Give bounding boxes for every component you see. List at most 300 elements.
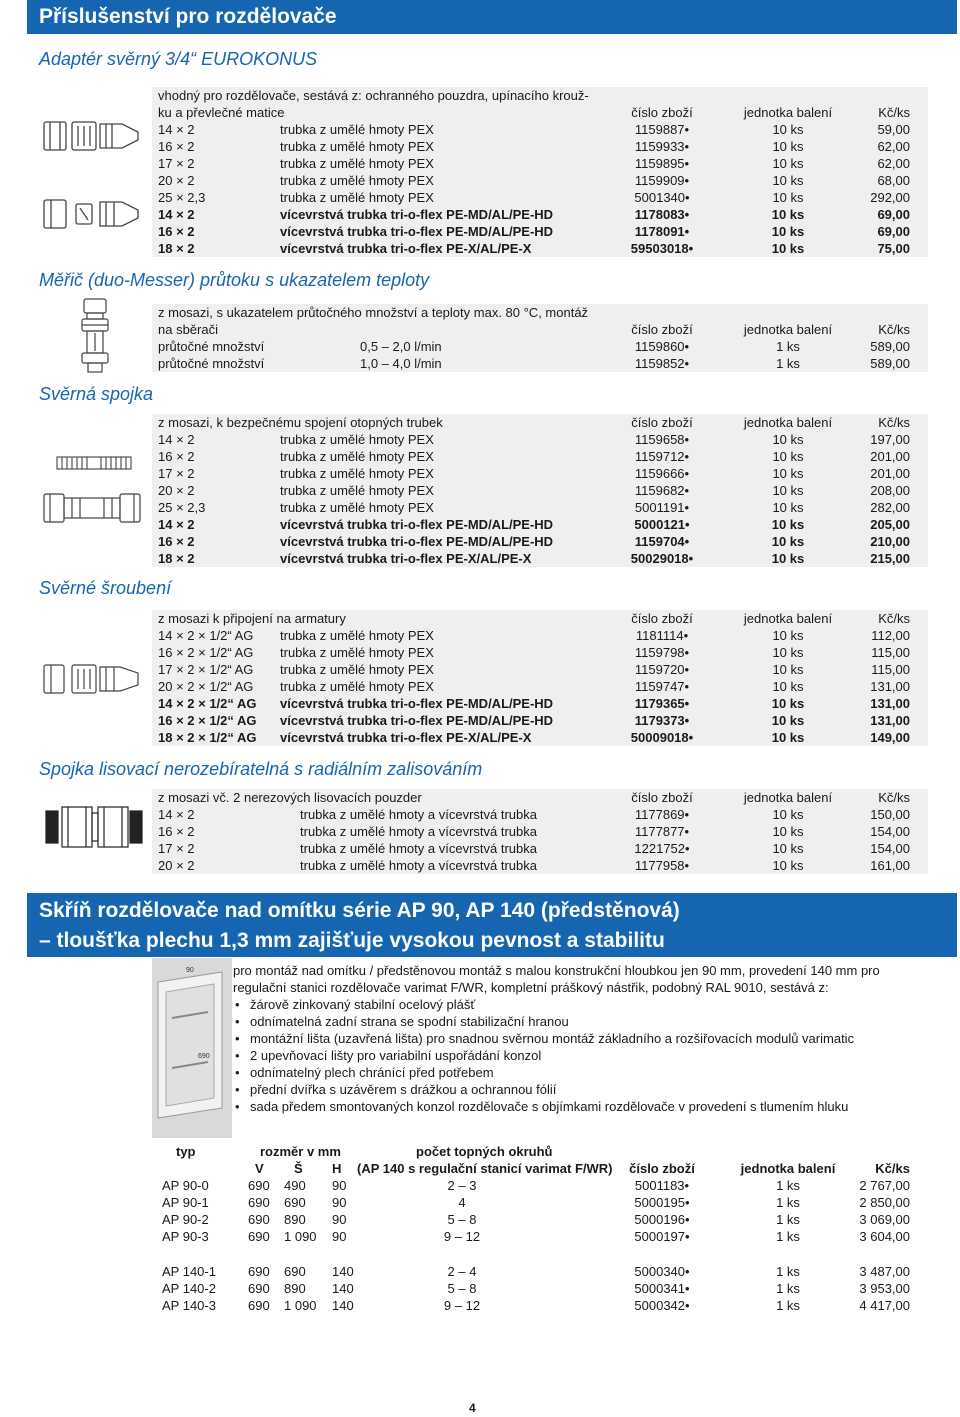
- price-cell: 115,00: [871, 662, 910, 677]
- description-cell: trubka z umělé hmoty a vícevrstvá trubka: [300, 807, 537, 822]
- feature-item: • přední dvířka s uzávěrem s drážkou a ochrannou fólií: [233, 1081, 933, 1098]
- type-cell: AP 90-2: [162, 1212, 209, 1227]
- coupling-straight-icon: [56, 454, 132, 472]
- price-cell: 59,00: [877, 122, 910, 137]
- dimension-cell: 18 × 2: [158, 241, 195, 256]
- dimension-cell: 20 × 2: [158, 173, 195, 188]
- description-cell: trubka z umělé hmoty PEX: [280, 173, 434, 188]
- product-number-cell: 1159720•: [634, 662, 690, 677]
- dimension-cell: 18 × 2 × 1/2“ AG: [158, 730, 257, 745]
- header-num: číslo zboží: [631, 322, 693, 337]
- meter-table: [152, 304, 928, 372]
- unit-cell: 10 ks: [771, 207, 805, 222]
- price-cell: 131,00: [870, 696, 910, 711]
- header-unit: jednotka balení: [740, 1161, 836, 1176]
- product-number-cell: 1221752•: [634, 841, 690, 856]
- table-row: [152, 806, 928, 823]
- depth-cell: 90: [332, 1229, 347, 1244]
- dimension-cell: 16 × 2: [158, 534, 195, 549]
- dimension-cell: 14 × 2: [158, 122, 195, 137]
- description-cell: vícevrstvá trubka tri-o-flex PE-X/AL/PE-X: [280, 241, 532, 256]
- description-cell: vícevrstvá trubka tri-o-flex PE-MD/AL/PE-HD: [280, 713, 554, 728]
- unit-cell: 10 ks: [772, 858, 804, 873]
- product-number-cell: 5000342•: [634, 1298, 690, 1313]
- table-row: [152, 1211, 928, 1228]
- table-row: [152, 206, 928, 223]
- table-row: [152, 644, 928, 661]
- description-cell: trubka z umělé hmoty a vícevrstvá trubka: [300, 858, 537, 873]
- table-row: [152, 1280, 928, 1297]
- header-circuits: počet topných okruhů: [416, 1144, 553, 1159]
- cabinet-features-list: [233, 996, 933, 1115]
- table-row: [152, 661, 928, 678]
- press-intro: z mosazi vč. 2 nerezových lisovacích pouzder: [158, 790, 422, 805]
- dimension-cell: 17 × 2: [158, 841, 195, 856]
- dimension-cell: 18 × 2: [158, 551, 195, 566]
- height-cell: 690: [248, 1178, 270, 1193]
- unit-cell: 10 ks: [772, 173, 804, 188]
- width-cell: 1 090: [284, 1229, 317, 1244]
- description-cell: vícevrstvá trubka tri-o-flex PE-X/AL/PE-X: [280, 551, 532, 566]
- product-number-cell: 59503018•: [630, 241, 694, 256]
- product-number-cell: 1179365•: [634, 696, 690, 711]
- dimension-cell: 20 × 2: [158, 858, 195, 873]
- meter-intro: z mosazi, s ukazatelem průtočného množství a teploty max. 80 °C, montáž: [158, 305, 589, 320]
- flow-meter-icon: [78, 297, 112, 375]
- unit-cell: 10 ks: [772, 662, 804, 677]
- unit-cell: 1 ks: [776, 339, 800, 354]
- description-cell: trubka z umělé hmoty a vícevrstvá trubka: [300, 824, 537, 839]
- coupling-icon: [42, 490, 142, 526]
- table-row: [152, 138, 928, 155]
- unit-cell: 1 ks: [776, 1212, 800, 1227]
- header-h: H: [332, 1161, 342, 1176]
- unit-cell: 10 ks: [771, 241, 805, 256]
- header-price: Kč/ks: [875, 1161, 910, 1176]
- product-number-cell: 50009018•: [630, 730, 694, 745]
- price-cell: 150,00: [870, 807, 910, 822]
- adapter-intro: vhodný pro rozdělovače, sestává z: ochranného pouzdra, upínacího krouž-: [158, 88, 589, 103]
- dimension-cell: průtočné množství: [158, 339, 265, 354]
- table-row: [152, 189, 928, 206]
- description-cell: vícevrstvá trubka tri-o-flex PE-MD/AL/PE-HD: [280, 207, 554, 222]
- header-typ: typ: [176, 1144, 196, 1159]
- dimension-cell: 14 × 2: [158, 207, 195, 222]
- section-title-meter: Měřič (duo-Messer) průtoku s ukazatelem teploty: [39, 270, 430, 290]
- table-row: [152, 712, 928, 729]
- unit-cell: 1 ks: [776, 1195, 800, 1210]
- table-row: [152, 223, 928, 240]
- dimension-cell: 16 × 2: [158, 224, 195, 239]
- header-unit: jednotka balení: [743, 105, 833, 120]
- price-cell: 62,00: [877, 139, 910, 154]
- table-row: [152, 678, 928, 695]
- price-cell: 131,00: [870, 679, 910, 694]
- unit-cell: 10 ks: [771, 696, 805, 711]
- height-cell: 690: [248, 1229, 270, 1244]
- table-row: [152, 1263, 928, 1280]
- price-cell: 75,00: [877, 241, 910, 256]
- header-num: číslo zboží: [629, 1161, 695, 1176]
- price-cell: 154,00: [870, 841, 910, 856]
- dimension-cell: 16 × 2: [158, 824, 195, 839]
- unit-cell: 10 ks: [772, 466, 804, 481]
- product-number-cell: 1177958•: [634, 858, 690, 873]
- description-cell: trubka z umělé hmoty PEX: [280, 449, 434, 464]
- adapter-multilayer-icon: [42, 196, 142, 232]
- width-cell: 690: [284, 1195, 306, 1210]
- adapter-icon: [42, 118, 142, 154]
- table-row: [152, 550, 928, 567]
- price-cell: 2 850,00: [859, 1195, 910, 1210]
- unit-cell: 10 ks: [771, 224, 805, 239]
- product-number-cell: 5000340•: [634, 1264, 690, 1279]
- description-cell: vícevrstvá trubka tri-o-flex PE-MD/AL/PE-HD: [280, 517, 554, 532]
- description-cell: trubka z umělé hmoty PEX: [280, 679, 434, 694]
- product-number-cell: 1159666•: [634, 466, 690, 481]
- unit-cell: 10 ks: [771, 517, 805, 532]
- product-number-cell: 1178083•: [634, 207, 690, 222]
- circuits-cell: 9 – 12: [443, 1298, 481, 1313]
- product-number-cell: 1159852•: [634, 356, 690, 371]
- type-cell: AP 90-3: [162, 1229, 209, 1244]
- product-number-cell: 5000121•: [634, 517, 690, 532]
- table-row: [152, 729, 928, 746]
- unit-cell: 10 ks: [772, 449, 804, 464]
- description-cell: trubka z umělé hmoty PEX: [280, 190, 434, 205]
- product-number-cell: 1159658•: [634, 432, 690, 447]
- price-cell: 3 953,00: [859, 1281, 910, 1296]
- circuits-cell: 5 – 8: [447, 1281, 477, 1296]
- product-number-cell: 5000196•: [634, 1212, 690, 1227]
- table-row: [152, 1297, 928, 1314]
- depth-cell: 140: [332, 1298, 354, 1313]
- unit-cell: 1 ks: [776, 1178, 800, 1193]
- header-s: Š: [294, 1161, 303, 1176]
- dimension-cell: 20 × 2: [158, 483, 195, 498]
- table-row: [152, 857, 928, 874]
- unit-cell: 1 ks: [776, 356, 800, 371]
- type-cell: AP 90-1: [162, 1195, 209, 1210]
- price-cell: 161,00: [870, 858, 910, 873]
- product-number-cell: 1159887•: [634, 122, 690, 137]
- price-cell: 589,00: [870, 356, 910, 371]
- depth-cell: 90: [332, 1195, 347, 1210]
- description-cell: trubka z umělé hmoty PEX: [280, 628, 434, 643]
- description-cell: trubka z umělé hmoty PEX: [280, 156, 434, 171]
- product-number-cell: 1181114•: [635, 628, 689, 643]
- description-cell: trubka z umělé hmoty PEX: [280, 662, 434, 677]
- header-price: Kč/ks: [878, 105, 910, 120]
- unit-cell: 10 ks: [772, 679, 804, 694]
- description-cell: vícevrstvá trubka tri-o-flex PE-MD/AL/PE-HD: [280, 696, 554, 711]
- dimension-cell: 16 × 2 × 1/2“ AG: [158, 645, 254, 660]
- cabinet-banner-title: Skříň rozdělovače nad omítku série AP 90, AP 140 (předstěnová): [39, 899, 680, 922]
- dimension-cell: 25 × 2,3: [158, 500, 206, 515]
- section-title-adapter: Adaptér svěrný 3/4“ EUROKONUS: [39, 49, 318, 69]
- screw-table: [152, 610, 928, 746]
- section-title-press: Spojka lisovací nerozebíratelná s radiálním zalisováním: [39, 759, 483, 779]
- product-number-cell: 1159895•: [634, 156, 690, 171]
- description-cell: trubka z umělé hmoty PEX: [280, 645, 434, 660]
- unit-cell: 10 ks: [772, 190, 804, 205]
- price-cell: 3 487,00: [859, 1264, 910, 1279]
- page-banner: [27, 0, 957, 34]
- table-row: [152, 516, 928, 533]
- press-table: [152, 789, 928, 874]
- unit-cell: 10 ks: [772, 824, 804, 839]
- price-cell: 115,00: [871, 645, 910, 660]
- dimension-cell: 16 × 2: [158, 139, 195, 154]
- cabinet-banner-subtitle: – tloušťka plechu 1,3 mm zajišťuje vysokou pevnost a stabilitu: [39, 929, 665, 952]
- type-cell: AP 140-3: [162, 1298, 216, 1313]
- header-price: Kč/ks: [878, 322, 910, 337]
- unit-cell: 10 ks: [771, 534, 805, 549]
- header-size: rozměr v mm: [260, 1144, 341, 1159]
- height-cell: 690: [248, 1281, 270, 1296]
- product-number-cell: 1159909•: [634, 173, 690, 188]
- unit-cell: 10 ks: [772, 483, 804, 498]
- description-cell: trubka z umělé hmoty PEX: [280, 500, 434, 515]
- header-v: V: [255, 1161, 264, 1176]
- depth-cell: 90: [332, 1178, 347, 1193]
- cabinet-table: [152, 1143, 928, 1314]
- description-cell: vícevrstvá trubka tri-o-flex PE-MD/AL/PE-HD: [280, 534, 554, 549]
- dimension-cell: 14 × 2: [158, 807, 195, 822]
- dimension-cell: 14 × 2: [158, 432, 195, 447]
- width-cell: 1 090: [284, 1298, 317, 1313]
- screw-intro: z mosazi k připojení na armatury: [158, 611, 346, 626]
- description-cell: 0,5 – 2,0 l/min: [360, 339, 442, 354]
- meter-intro-2: na sběrači: [158, 322, 218, 337]
- product-number-cell: 1159798•: [634, 645, 690, 660]
- header-unit: jednotka balení: [743, 322, 833, 337]
- dimension-cell: 20 × 2 × 1/2“ AG: [158, 679, 254, 694]
- price-cell: 2 767,00: [859, 1178, 910, 1193]
- dimension-cell: 17 × 2: [158, 466, 195, 481]
- unit-cell: 1 ks: [776, 1229, 800, 1244]
- cabinet-description: [233, 962, 933, 1115]
- dimension-cell: 16 × 2 × 1/2“ AG: [158, 713, 257, 728]
- height-cell: 690: [248, 1298, 270, 1313]
- product-number-cell: 1159704•: [634, 534, 690, 549]
- height-cell: 690: [248, 1212, 270, 1227]
- unit-cell: 10 ks: [771, 730, 805, 745]
- table-row: [152, 155, 928, 172]
- header-num: číslo zboží: [631, 611, 693, 626]
- banner-title: Příslušenství pro rozdělovače: [39, 5, 337, 28]
- adapter-intro-2: ku a převlečné matice: [158, 105, 285, 120]
- circuits-cell: 2 – 3: [447, 1178, 477, 1193]
- width-cell: 890: [284, 1281, 306, 1296]
- unit-cell: 10 ks: [772, 645, 804, 660]
- coupling-intro: z mosazi, k bezpečnému spojení otopných trubek: [158, 415, 443, 430]
- unit-cell: 10 ks: [772, 156, 804, 171]
- product-number-cell: 1159933•: [634, 139, 690, 154]
- table-row: [152, 823, 928, 840]
- description-cell: trubka z umělé hmoty a vícevrstvá trubka: [300, 841, 537, 856]
- table-row: [152, 355, 928, 372]
- width-cell: 490: [284, 1178, 306, 1193]
- description-cell: vícevrstvá trubka tri-o-flex PE-MD/AL/PE-HD: [280, 224, 554, 239]
- cabinet-dim-side: 690: [198, 1053, 210, 1060]
- product-number-cell: 1159747•: [634, 679, 690, 694]
- product-number-cell: 5001191•: [634, 500, 690, 515]
- type-cell: AP 90-0: [162, 1178, 209, 1193]
- circuits-cell: 4: [458, 1195, 466, 1210]
- dimension-cell: 14 × 2: [158, 517, 195, 532]
- unit-cell: 10 ks: [772, 807, 804, 822]
- price-cell: 62,00: [877, 156, 910, 171]
- circuits-cell: 5 – 8: [447, 1212, 477, 1227]
- depth-cell: 140: [332, 1264, 354, 1279]
- unit-cell: 10 ks: [772, 122, 804, 137]
- price-cell: 69,00: [877, 224, 910, 239]
- product-number-cell: 1159712•: [634, 449, 690, 464]
- product-number-cell: 1179373•: [634, 713, 690, 728]
- dimension-cell: průtočné množství: [158, 356, 265, 371]
- feature-item: • odnímatelná zadní strana se spodní stabilizační hranou: [233, 1013, 933, 1030]
- circuits-cell: 9 – 12: [443, 1229, 481, 1244]
- feature-item: • montážní lišta (uzavřená lišta) pro snadnou svěrnou montáž základního a rozšiřovacích modulů varimatic: [233, 1030, 933, 1047]
- feature-item: • 2 upevňovací lišty pro variabilní uspořádání konzol: [233, 1047, 933, 1064]
- product-number-cell: 5001340•: [634, 190, 690, 205]
- table-row: [152, 1177, 928, 1194]
- price-cell: 68,00: [877, 173, 910, 188]
- price-cell: 282,00: [870, 500, 910, 515]
- dimension-cell: 16 × 2: [158, 449, 195, 464]
- price-cell: 3 069,00: [859, 1212, 910, 1227]
- table-row: [152, 499, 928, 516]
- price-cell: 208,00: [870, 483, 910, 498]
- table-row: [152, 338, 928, 355]
- product-number-cell: 1177877•: [634, 824, 690, 839]
- product-number-cell: 1159682•: [634, 483, 690, 498]
- description-cell: trubka z umělé hmoty PEX: [280, 483, 434, 498]
- table-row: [152, 533, 928, 550]
- table-row: [152, 465, 928, 482]
- product-number-cell: 5001183•: [634, 1178, 690, 1193]
- price-cell: 154,00: [870, 824, 910, 839]
- price-cell: 4 417,00: [859, 1298, 910, 1313]
- header-price: Kč/ks: [878, 611, 910, 626]
- dimension-cell: 25 × 2,3: [158, 190, 206, 205]
- width-cell: 890: [284, 1212, 306, 1227]
- table-row: [152, 172, 928, 189]
- product-number-cell: 5000197•: [634, 1229, 690, 1244]
- unit-cell: 10 ks: [772, 628, 804, 643]
- width-cell: 690: [284, 1264, 306, 1279]
- adapter-table: [152, 87, 928, 257]
- dimension-cell: 17 × 2: [158, 156, 195, 171]
- dimension-cell: 14 × 2 × 1/2“ AG: [158, 628, 254, 643]
- circuits-cell: 2 – 4: [447, 1264, 477, 1279]
- dimension-cell: 14 × 2 × 1/2“ AG: [158, 696, 257, 711]
- price-cell: 3 604,00: [859, 1229, 910, 1244]
- screw-fitting-icon: [42, 661, 142, 697]
- price-cell: 215,00: [870, 551, 910, 566]
- press-coupling-icon: [44, 803, 144, 851]
- table-row: [152, 431, 928, 448]
- header-unit: jednotka balení: [743, 415, 833, 430]
- section-title-coupling: Svěrná spojka: [39, 384, 154, 404]
- dimension-cell: 17 × 2 × 1/2“ AG: [158, 662, 254, 677]
- product-number-cell: 5000341•: [634, 1281, 690, 1296]
- unit-cell: 10 ks: [772, 139, 804, 154]
- description-cell: 1,0 – 4,0 l/min: [360, 356, 442, 371]
- unit-cell: 10 ks: [772, 432, 804, 447]
- description-cell: vícevrstvá trubka tri-o-flex PE-X/AL/PE-X: [280, 730, 532, 745]
- price-cell: 149,00: [870, 730, 910, 745]
- product-number-cell: 1178091•: [634, 224, 690, 239]
- unit-cell: 10 ks: [771, 713, 805, 728]
- header-price: Kč/ks: [878, 415, 910, 430]
- product-number-cell: 50029018•: [630, 551, 694, 566]
- type-cell: AP 140-2: [162, 1281, 216, 1296]
- table-row: [152, 240, 928, 257]
- table-row: [152, 695, 928, 712]
- table-row: [152, 482, 928, 499]
- description-cell: trubka z umělé hmoty PEX: [280, 122, 434, 137]
- price-cell: 201,00: [870, 449, 910, 464]
- price-cell: 197,00: [870, 432, 910, 447]
- price-cell: 210,00: [870, 534, 910, 549]
- unit-cell: 1 ks: [776, 1264, 800, 1279]
- product-number-cell: 1177869•: [634, 807, 690, 822]
- header-circuits-sub: (AP 140 s regulační stanicí varimat F/WR): [357, 1161, 613, 1176]
- feature-item: • žárově zinkovaný stabilní ocelový plášť: [233, 996, 933, 1013]
- cabinet-dim-top: 90: [186, 967, 194, 974]
- feature-item: • sada předem smontovaných konzol rozdělovače s objímkami rozdělovače v provedení s tlumením hluku: [233, 1098, 933, 1115]
- header-num: číslo zboží: [631, 790, 693, 805]
- cabinet-banner: [27, 893, 957, 957]
- description-cell: trubka z umělé hmoty PEX: [280, 139, 434, 154]
- price-cell: 201,00: [870, 466, 910, 481]
- product-number-cell: 5000195•: [634, 1195, 690, 1210]
- price-cell: 112,00: [871, 628, 910, 643]
- table-row: [152, 1194, 928, 1211]
- description-cell: trubka z umělé hmoty PEX: [280, 466, 434, 481]
- height-cell: 690: [248, 1264, 270, 1279]
- unit-cell: 1 ks: [776, 1298, 800, 1313]
- unit-cell: 1 ks: [776, 1281, 800, 1296]
- header-unit: jednotka balení: [743, 611, 833, 626]
- section-title-screw: Svěrné šroubení: [39, 578, 172, 598]
- coupling-table: [152, 414, 928, 567]
- table-row: [152, 121, 928, 138]
- page-number: 4: [469, 1401, 476, 1415]
- header-price: Kč/ks: [878, 790, 910, 805]
- table-row: [152, 448, 928, 465]
- description-cell: trubka z umělé hmoty PEX: [280, 432, 434, 447]
- price-cell: 292,00: [870, 190, 910, 205]
- height-cell: 690: [248, 1195, 270, 1210]
- price-cell: 589,00: [870, 339, 910, 354]
- depth-cell: 140: [332, 1281, 354, 1296]
- table-row: [152, 627, 928, 644]
- header-num: číslo zboží: [631, 105, 693, 120]
- unit-cell: 10 ks: [771, 551, 805, 566]
- table-row: [152, 840, 928, 857]
- table-row: [152, 1228, 928, 1245]
- unit-cell: 10 ks: [772, 500, 804, 515]
- type-cell: AP 140-1: [162, 1264, 216, 1279]
- product-number-cell: 1159860•: [634, 339, 690, 354]
- cabinet-image: [152, 958, 232, 1138]
- price-cell: 69,00: [877, 207, 910, 222]
- feature-item: • odnímatelný plech chránící před potřebem: [233, 1064, 933, 1081]
- price-cell: 131,00: [870, 713, 910, 728]
